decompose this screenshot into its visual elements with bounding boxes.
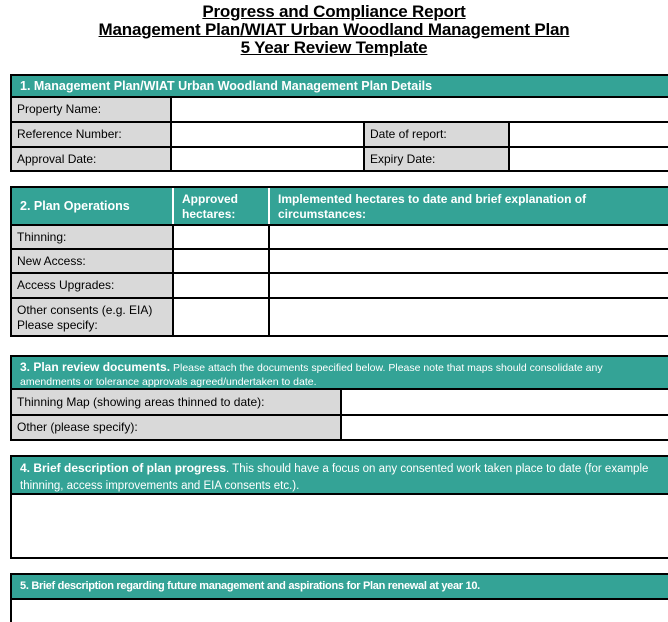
plan-operations-row-thinning (12, 226, 668, 250)
access-upgrades-implemented-field[interactable] (270, 274, 668, 297)
section2-header-col1: 2. Plan Operations (12, 188, 174, 224)
new-access-approved-field[interactable] (174, 250, 270, 272)
section2-table (10, 186, 668, 337)
section4-table (10, 455, 668, 559)
new-access-implemented-field[interactable] (270, 250, 668, 272)
thinning-map-label: Thinning Map (showing areas thinned to date): (12, 390, 342, 414)
access-upgrades-approved-field[interactable] (174, 274, 270, 297)
approval-date-label: Approval Date: (12, 148, 172, 170)
section3-header (12, 357, 668, 388)
future-management-field[interactable] (12, 600, 668, 622)
other-document-row (12, 416, 668, 439)
expiry-date-label: Expiry Date: (365, 148, 510, 170)
plan-operations-row-new-access (12, 250, 668, 274)
plan-operations-row-other-consents (12, 299, 668, 335)
title-line-1: Progress and Compliance Report (202, 2, 466, 21)
thinning-map-field[interactable] (342, 390, 668, 414)
reference-number-field[interactable] (172, 123, 365, 146)
section5-table (10, 573, 668, 622)
thinning-label: Thinning: (12, 226, 174, 248)
section1-header: 1. Management Plan/WIAT Urban Woodland Management Plan Details (12, 76, 668, 96)
section2-header-col3: Implemented hectares to date and brief explanation of circumstances: (270, 188, 668, 224)
property-name-label: Property Name: (12, 98, 172, 121)
section4-header (12, 457, 668, 493)
date-of-report-field[interactable] (510, 123, 668, 146)
thinning-approved-field[interactable] (174, 226, 270, 248)
section1-table (10, 74, 668, 172)
expiry-date-field[interactable] (510, 148, 668, 170)
other-document-field[interactable] (342, 416, 668, 439)
new-access-label: New Access: (12, 250, 174, 272)
date-of-report-label: Date of report: (365, 123, 510, 146)
plan-operations-row-access-upgrades (12, 274, 668, 299)
section3-header-bold: 3. Plan review documents. (20, 360, 171, 374)
other-consents-implemented-field[interactable] (270, 299, 668, 335)
other-consents-label: Other consents (e.g. EIA) Please specify: (12, 299, 174, 335)
section4-header-text: . This should have a focus on any consented work taken place to date (for example thinning, access improvements and EIA consents etc.). (20, 463, 649, 492)
section3-header-text: Please attach the documents specified below. Please note that maps should consolidate any amendments or tolerance approvals agreed/undertaken to date. (20, 362, 603, 388)
section3-table (10, 355, 668, 441)
section2-header-col2: Approved hectares: (174, 188, 270, 224)
reference-number-label: Reference Number: (12, 123, 172, 146)
title-line-2: Management Plan/WIAT Urban Woodland Management Plan (98, 20, 570, 39)
access-upgrades-label: Access Upgrades: (12, 274, 174, 297)
property-name-field[interactable] (172, 98, 668, 121)
report-title (0, 3, 668, 57)
section5-header: 5. Brief description regarding future management and aspirations for Plan renewal at year 10. (12, 575, 668, 598)
other-document-label: Other (please specify): (12, 416, 342, 439)
approval-date-field[interactable] (172, 148, 365, 170)
other-consents-approved-field[interactable] (174, 299, 270, 335)
plan-progress-field[interactable] (12, 495, 668, 557)
thinning-implemented-field[interactable] (270, 226, 668, 248)
title-line-3: 5 Year Review Template (240, 38, 428, 57)
thinning-map-row (12, 390, 668, 416)
section4-header-bold: 4. Brief description of plan progress (20, 461, 227, 475)
